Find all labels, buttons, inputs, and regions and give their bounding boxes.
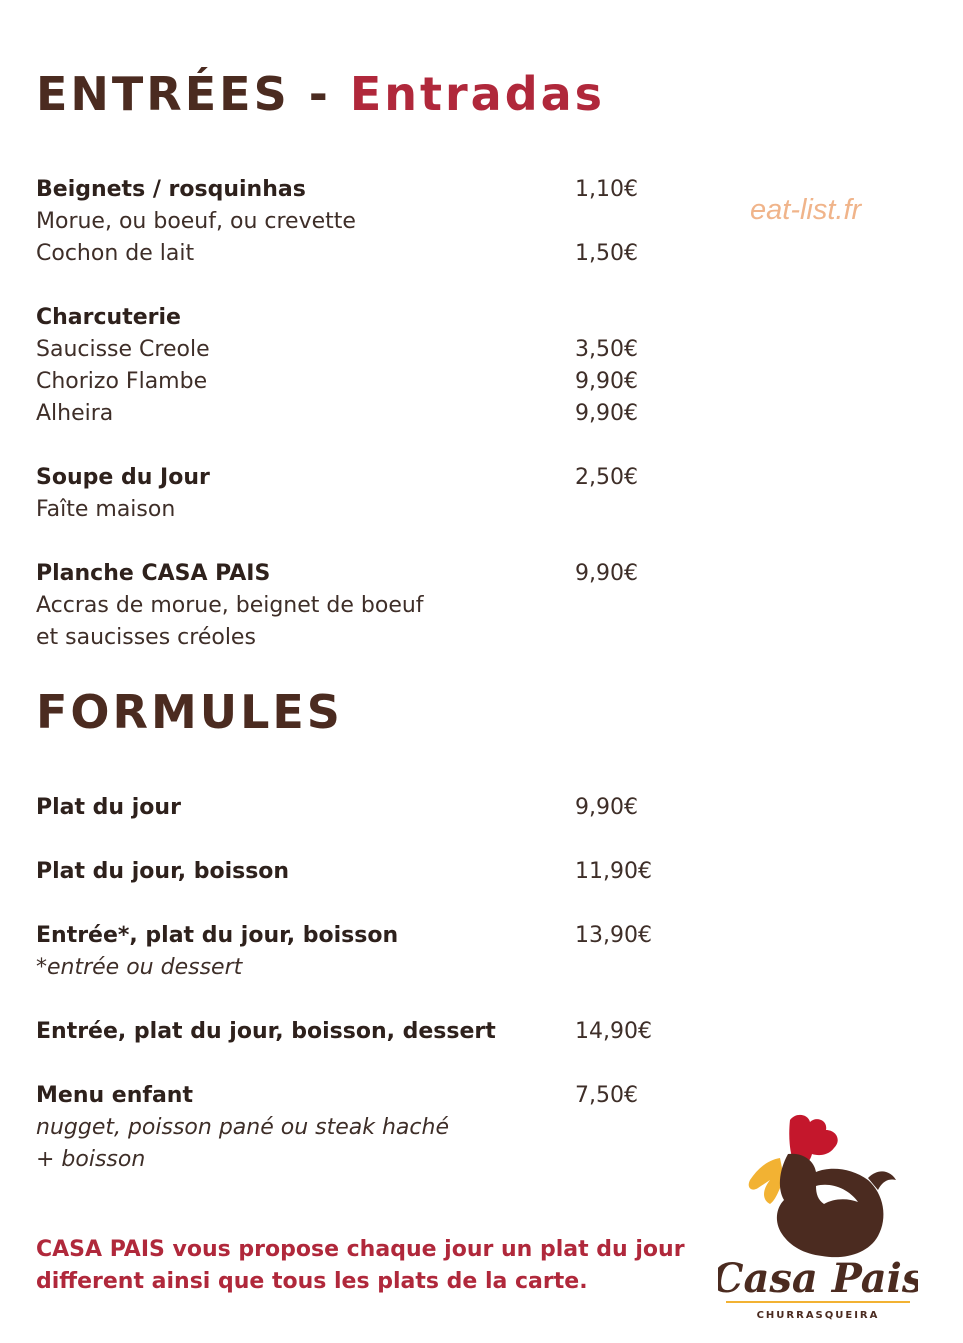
- menu-item-price: 13,90€: [575, 923, 652, 948]
- entrees-title-pt: Entradas: [349, 67, 606, 121]
- menu-item-desc: + boisson: [36, 1147, 146, 1172]
- footer-note: [36, 1234, 685, 1298]
- menu-item-name: Menu enfant: [36, 1083, 193, 1108]
- menu-item-name: Soupe du Jour: [36, 465, 210, 490]
- menu-item-name: Planche CASA PAIS: [36, 561, 271, 586]
- menu-item-desc: Morue, ou boeuf, ou crevette: [36, 209, 356, 234]
- entrees-title-fr: ENTRÉES: [36, 67, 290, 121]
- footer-line-1: CASA PAIS vous propose chaque jour un plat du jour: [36, 1237, 685, 1262]
- menu-item-name: Cochon de lait: [36, 241, 195, 266]
- menu-item-name: Chorizo Flambe: [36, 369, 208, 394]
- menu-item-price: 1,10€: [575, 177, 638, 202]
- menu-item-price: 9,90€: [575, 795, 638, 820]
- menu-section-name: Charcuterie: [36, 305, 181, 330]
- entrees-heading: [36, 66, 605, 122]
- menu-item-desc: *entrée ou dessert: [36, 955, 243, 980]
- casa-pais-logo: [718, 1108, 918, 1326]
- menu-item-price: 2,50€: [575, 465, 638, 490]
- menu-item-name: Saucisse Creole: [36, 337, 210, 362]
- menu-item-price: 9,90€: [575, 369, 638, 394]
- menu-item-name: Plat du jour, boisson: [36, 859, 290, 884]
- watermark: eat-list.fr: [750, 194, 862, 226]
- menu-item-price: 9,90€: [575, 561, 638, 586]
- menu-item-price: 14,90€: [575, 1019, 652, 1044]
- logo-wordmark: Casa Pais: [718, 1255, 918, 1302]
- menu-item-desc: nugget, poisson pané ou steak haché: [36, 1115, 449, 1140]
- menu-item-name: Alheira: [36, 401, 114, 426]
- footer-line-2: different ainsi que tous les plats de la carte.: [36, 1269, 588, 1294]
- menu-item-name: Beignets / rosquinhas: [36, 177, 306, 202]
- menu-item-desc: et saucisses créoles: [36, 625, 256, 650]
- rooster-icon: [718, 1108, 918, 1326]
- menu-item-price: 9,90€: [575, 401, 638, 426]
- menu-item-desc: Accras de morue, beignet de boeuf: [36, 593, 424, 618]
- menu-item-desc: Faîte maison: [36, 497, 176, 522]
- menu-item-name: Entrée*, plat du jour, boisson: [36, 923, 399, 948]
- menu-item-name: Plat du jour: [36, 795, 181, 820]
- menu-item-price: 3,50€: [575, 337, 638, 362]
- menu-item-price: 1,50€: [575, 241, 638, 266]
- formules-heading: FORMULES: [36, 685, 343, 739]
- logo-tagline: CHURRASQUEIRA: [756, 1310, 880, 1321]
- menu-item-price: 7,50€: [575, 1083, 638, 1108]
- menu-item-name: Entrée, plat du jour, boisson, dessert: [36, 1019, 496, 1044]
- menu-item-price: 11,90€: [575, 859, 652, 884]
- entrees-separator: -: [308, 67, 331, 121]
